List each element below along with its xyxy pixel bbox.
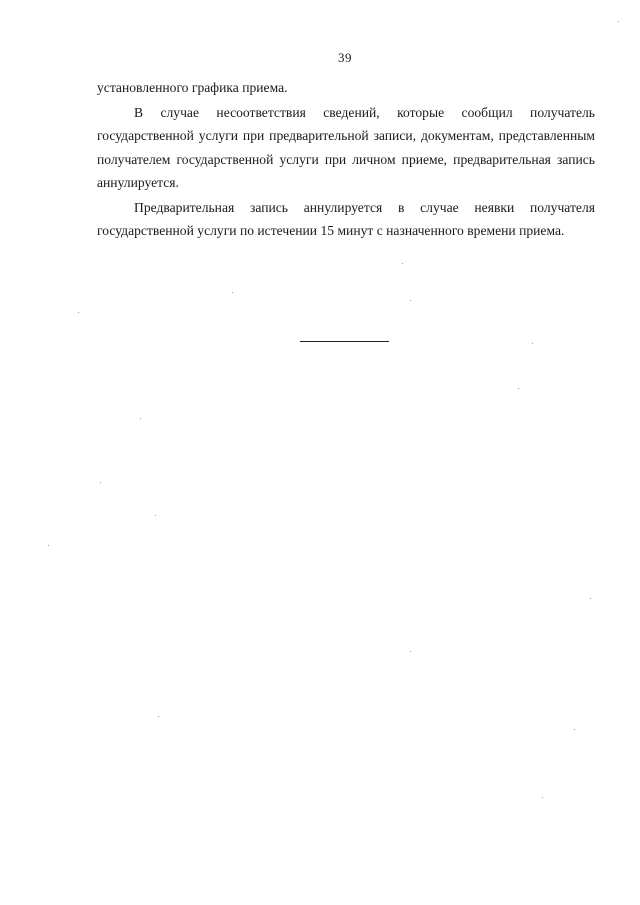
paragraph-mismatch-clause: В случае несоответствия сведений, которые сообщил получатель государственной услуги при предварительной записи, документам, представленным получателем государственной услуги при личном приеме, предварительная запись аннулируется. [97,105,595,190]
scan-speck [232,292,233,293]
paragraph-no-show-clause: Предварительная запись аннулируется в случае неявки получателя государственной услуги по истечении 15 минут с назначенного времени приема. [97,200,595,239]
scan-speck [410,651,411,652]
scan-speck [155,515,156,516]
scan-speck [542,797,543,798]
scan-speck [78,312,79,313]
scan-speck [402,263,403,264]
end-divider-line [300,341,389,342]
page-number: 39 [338,50,352,65]
scan-speck [48,545,49,546]
scan-speck [140,418,141,419]
scan-speck [158,716,159,717]
scan-speck [100,482,101,483]
scan-speck [410,300,411,301]
scan-speck [590,598,591,599]
scan-speck [532,343,533,344]
scan-speck [518,388,519,389]
scan-speck [618,21,619,22]
paragraph-continuation: установленного графика приема. [97,80,288,95]
scan-speck [574,729,575,730]
body-text [97,76,595,242]
